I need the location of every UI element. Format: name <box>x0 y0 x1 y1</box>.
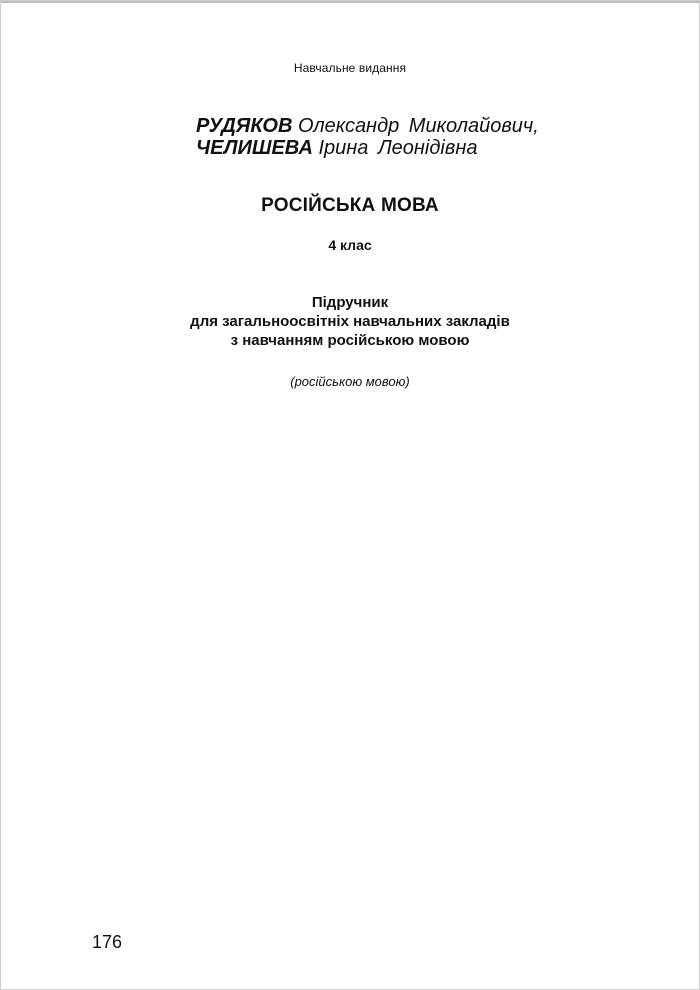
page-number: 176 <box>92 932 123 952</box>
author-given-names: Ірина Леонідівна <box>318 137 478 159</box>
author-given-names: Олександр Миколайович, <box>297 115 539 137</box>
edition-type: Навчальне видання <box>293 61 407 75</box>
author-surname: ЧЕЛИШЕВА <box>196 137 313 159</box>
book-description <box>1 293 699 350</box>
description-line: Підручник <box>311 294 389 311</box>
description-line: для загальноосвітніх навчальних закладів <box>190 313 510 330</box>
author-surname: РУДЯКОВ <box>196 115 293 137</box>
author-line <box>196 136 477 160</box>
author-line <box>196 114 539 138</box>
grade-label: 4 клас <box>328 237 372 253</box>
language-note: (російською мовою) <box>290 374 410 389</box>
description-line: з навчанням російською мовою <box>230 332 470 349</box>
book-title: РОСІЙСЬКА МОВА <box>261 195 439 216</box>
top-border-line <box>1 1 699 3</box>
